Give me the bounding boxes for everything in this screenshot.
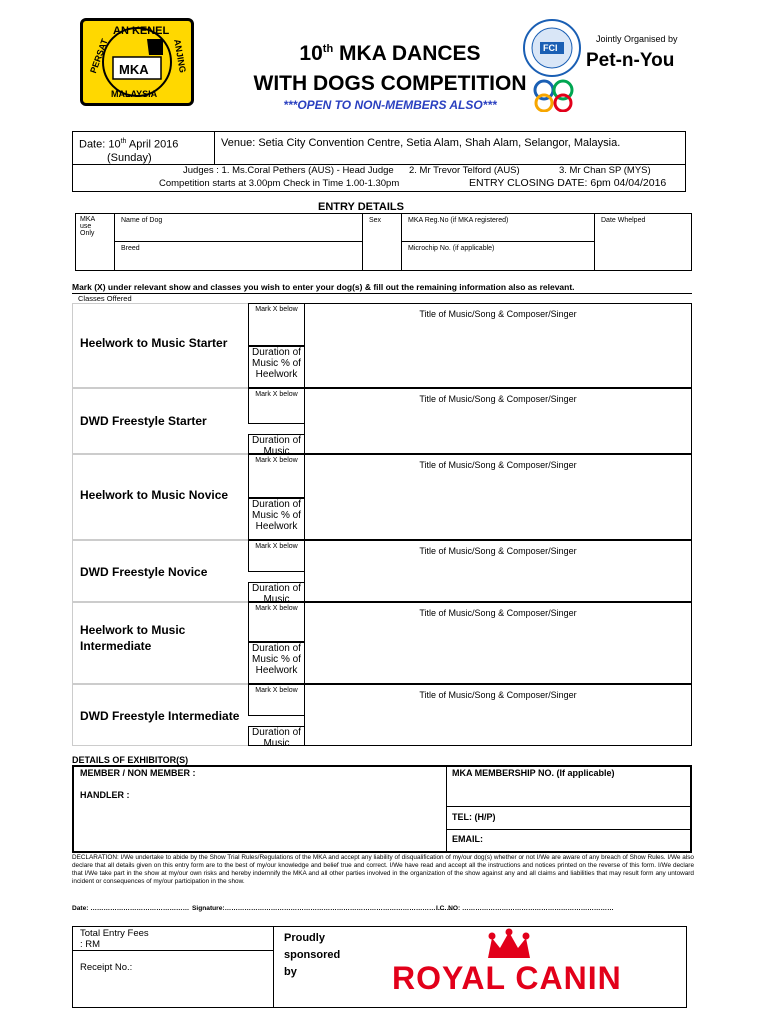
rings-logo xyxy=(530,78,578,112)
music-title-cell[interactable] xyxy=(304,303,692,388)
duration-label: Duration of Music xyxy=(252,583,301,605)
mka-use-cell xyxy=(75,213,115,271)
microchip-cell[interactable] xyxy=(401,241,595,271)
music-title-label: Title of Music/Song & Composer/Singer xyxy=(419,460,577,470)
member-label[interactable]: MEMBER / NON MEMBER : xyxy=(80,768,196,778)
royal-canin-crown-icon xyxy=(484,928,534,962)
mark-x-cell[interactable] xyxy=(248,602,305,642)
logo-top-text: AN KENEL xyxy=(113,25,170,37)
whelped-cell[interactable] xyxy=(594,213,692,271)
email-label[interactable]: EMAIL: xyxy=(452,834,483,844)
duration-label: Duration of Music % of Heelwork xyxy=(252,499,301,532)
music-title-label: Title of Music/Song & Composer/Singer xyxy=(419,690,577,700)
title-rest: MKA DANCES xyxy=(333,42,481,65)
logo-left-text: PERSAT xyxy=(88,37,110,75)
class-name: DWD Freestyle Intermediate xyxy=(80,709,240,723)
duration-label: Duration of Music % of Heelwork xyxy=(252,347,301,380)
music-title-cell[interactable] xyxy=(304,388,692,454)
date-box xyxy=(72,131,215,165)
class-name: Heelwork to Music Novice xyxy=(80,488,229,502)
exhibitor-divider xyxy=(446,766,447,852)
exhibitor-rule-2 xyxy=(446,829,691,830)
judge-2: 2. Mr Trevor Telford (AUS) xyxy=(409,165,520,176)
music-title-label: Title of Music/Song & Composer/Singer xyxy=(419,394,577,404)
class-name: DWD Freestyle Novice xyxy=(80,565,208,579)
mka-reg-label: MKA Reg.No (if MKA registered) xyxy=(408,217,509,224)
receipt-label: Receipt No.: xyxy=(80,962,133,973)
duration-cell[interactable] xyxy=(248,498,305,540)
breed-cell[interactable] xyxy=(114,241,363,271)
mark-x-label: Mark X below xyxy=(255,543,298,550)
mark-x-cell[interactable] xyxy=(248,454,305,498)
mka-logo xyxy=(80,18,194,106)
sponsor-text xyxy=(284,930,340,981)
exhibitor-box xyxy=(72,765,692,853)
entry-heading: ENTRY DETAILS xyxy=(318,201,404,213)
duration-label: Duration of Music xyxy=(252,727,301,749)
class-name: Heelwork to Music Intermediate xyxy=(80,623,186,653)
membership-no-label[interactable]: MKA MEMBERSHIP NO. (If applicable) xyxy=(452,768,615,778)
classes-offered-label: Classes Offered xyxy=(78,294,132,303)
classes-top-rule xyxy=(72,293,692,294)
logo-right-text: ANJING xyxy=(172,38,188,74)
duration-cell[interactable] xyxy=(248,642,305,684)
music-title-cell[interactable] xyxy=(304,602,692,684)
music-title-label: Title of Music/Song & Composer/Singer xyxy=(419,546,577,556)
mark-x-label: Mark X below xyxy=(255,457,298,464)
sign-date[interactable]: Date: ……………………………………… xyxy=(72,905,190,912)
declaration: DECLARATION: I/We undertake to abide by the Show Trial Rules/Regulations of the MKA and accept any liability of disqualification of my/our dog(s) whether or not I/We are aware of any breach of Show Rules. I/We also declare that all details given on this entry form are to the best of my/our knowledge and belief true and correct. I/We have read and accept all the instructions and notices printed on the reverse of this form. I/We declare that I/We take part in the show at my/our own risks and hereby indemnify the MKA and all other parties involved in the organization of the show against any and all claims and liabilities that may result form any untoward incident or consequences of my/our participation in the show. xyxy=(72,854,694,885)
duration-cell[interactable] xyxy=(248,346,305,388)
rings-icon xyxy=(530,78,578,112)
mark-x-cell[interactable] xyxy=(248,540,305,572)
mka-use-label: MKA use Only xyxy=(80,216,95,237)
fci-logo xyxy=(522,18,582,78)
by-text: by xyxy=(284,966,297,978)
mark-x-cell[interactable] xyxy=(248,684,305,716)
petnyou-logo: Pet-n-You xyxy=(586,50,675,71)
music-title-cell[interactable] xyxy=(304,454,692,540)
dog-name-cell[interactable] xyxy=(114,213,363,242)
logo-mid-text: MKA xyxy=(119,62,149,77)
mark-x-label: Mark X below xyxy=(255,391,298,398)
judge-3: 3. Mr Chan SP (MYS) xyxy=(559,165,651,176)
music-title-label: Title of Music/Song & Composer/Singer xyxy=(419,608,577,618)
sign-ic[interactable]: I.C. NO: …………………………………………………………… xyxy=(436,905,614,912)
date-label: Date: 10 xyxy=(79,138,121,151)
logo-bottom-text: MALAYSIA xyxy=(111,89,158,99)
music-title-label: Title of Music/Song & Composer/Singer xyxy=(419,309,577,319)
breed-label: Breed xyxy=(121,245,140,252)
venue-text: Venue: Setia City Convention Centre, Setia Alam, Shah Alam, Selangor, Malaysia. xyxy=(221,137,621,149)
mark-x-label: Mark X below xyxy=(255,605,298,612)
microchip-label: Microchip No. (if applicable) xyxy=(408,245,495,252)
handler-label[interactable]: HANDLER : xyxy=(80,790,130,800)
subtitle: ***OPEN TO NON-MEMBERS ALSO*** xyxy=(283,98,497,112)
start-time: Competition starts at 3.00pm Check in Time 1.00-1.30pm xyxy=(159,178,400,189)
jointly-label: Jointly Organised by xyxy=(596,34,678,44)
date-rest: April 2016 xyxy=(126,138,179,151)
royal-canin-logo: ROYAL CANIN xyxy=(392,960,622,996)
duration-cell[interactable] xyxy=(248,434,305,457)
title-num: 10 xyxy=(299,42,323,65)
sign-signature[interactable]: Signature:…………………………………………………………………………………………… xyxy=(192,905,456,912)
duration-cell[interactable] xyxy=(248,726,305,749)
class-name: DWD Freestyle Starter xyxy=(80,414,207,428)
fci-text: FCI xyxy=(543,43,558,53)
total-fee-label: Total Entry Fees : RM xyxy=(80,928,149,950)
sex-label: Sex xyxy=(369,217,382,224)
tel-label[interactable]: TEL: (H/P) xyxy=(452,812,496,822)
venue-box xyxy=(214,131,686,165)
music-title-cell[interactable] xyxy=(304,684,692,746)
duration-label: Duration of Music % of Heelwork xyxy=(252,643,301,676)
sponsored-text: sponsored xyxy=(284,949,341,961)
duration-label: Duration of Music xyxy=(252,435,301,457)
closing-date: ENTRY CLOSING DATE: 6pm 04/04/2016 xyxy=(469,177,667,189)
total-fee-rule xyxy=(72,950,274,951)
mark-x-label: Mark X below xyxy=(255,687,298,694)
exhibitor-heading: DETAILS OF EXHIBITOR(S) xyxy=(72,755,189,765)
proudly-text: Proudly xyxy=(284,932,325,944)
sex-cell[interactable] xyxy=(362,213,402,271)
whelped-label: Date Whelped xyxy=(601,217,646,224)
title-line2: WITH DOGS COMPETITION xyxy=(253,72,527,95)
title-sup: th xyxy=(322,43,334,55)
class-instruction: Mark (X) under relevant show and classes you wish to enter your dog(s) & fill out the remaining information also as relevant. xyxy=(72,282,575,292)
dog-name-label: Name of Dog xyxy=(121,217,163,224)
mark-x-label: Mark X below xyxy=(255,306,298,313)
mark-x-cell[interactable] xyxy=(248,303,305,346)
judge-1: Judges : 1. Ms.Coral Pethers (AUS) - Head Judge xyxy=(183,165,394,176)
judges-box xyxy=(72,164,686,192)
mka-reg-cell[interactable] xyxy=(401,213,595,242)
class-name: Heelwork to Music Starter xyxy=(80,336,228,350)
mark-x-cell[interactable] xyxy=(248,388,305,424)
day-label: (Sunday) xyxy=(107,151,152,164)
exhibitor-rule-1 xyxy=(446,806,691,807)
duration-cell[interactable] xyxy=(248,582,305,605)
date-sup: th xyxy=(120,138,127,145)
music-title-cell[interactable] xyxy=(304,540,692,602)
